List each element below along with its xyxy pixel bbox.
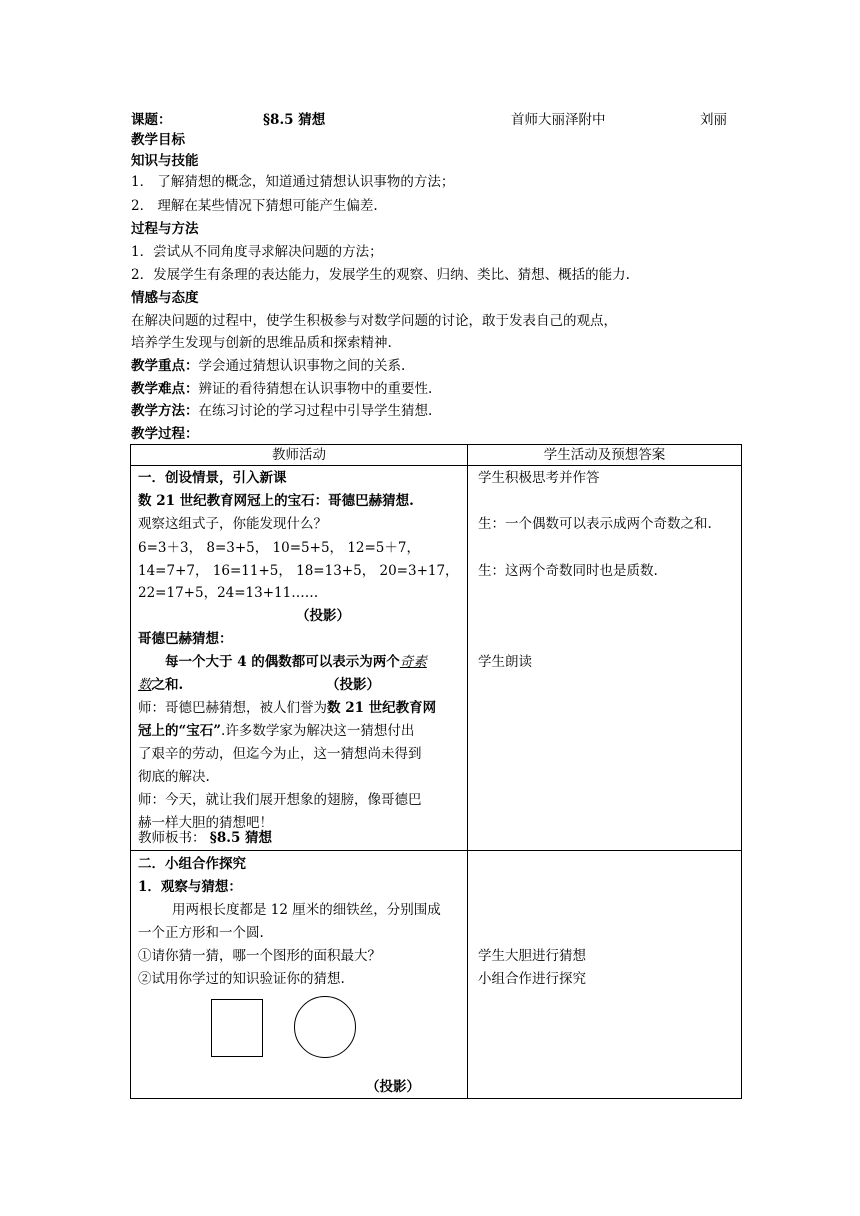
conjecture-text: 每一个大于 4 的偶数都可以表示为两个 (165, 654, 400, 670)
projection-note: （投影） (366, 1079, 420, 1095)
process-heading: 过程与方法 (131, 221, 199, 237)
student-answer: 生：一个偶数可以表示成两个奇数之和. (478, 516, 712, 532)
lesson-table (130, 444, 742, 1099)
teacher-speech (138, 698, 436, 718)
conjecture-statement-cont (138, 675, 183, 695)
section-title: 二．小组合作探究 (138, 856, 246, 872)
knowledge-item: 1． 了解猜想的概念，知道通过猜想认识事物的方法； (131, 174, 455, 190)
question-item: ①请你猜一猜，哪一个图形的面积最大？ (138, 948, 381, 964)
table-row (131, 466, 742, 851)
equation-line: 6=3＋3， 8=3+5， 10=5+5， 12=5＋7， (138, 540, 420, 556)
conjecture-text: 之和. (151, 677, 184, 693)
equation-line: 22=17+5，24=13+11…… (138, 585, 319, 601)
key-point-text: 学会通过猜想认识事物之间的关系. (198, 358, 406, 374)
square-figure (211, 999, 263, 1057)
subsection-title: 1．观察与猜想： (138, 879, 242, 895)
column-header-teacher: 教师活动 (131, 445, 468, 466)
teacher-name: 刘丽 (700, 112, 727, 128)
teacher-speech: 师：今天，就让我们展开想象的翅膀，像哥德巴 (138, 792, 422, 808)
teacher-speech: 赫一样大胆的猜想吧！ (138, 815, 273, 831)
student-activity: 小组合作进行探究 (478, 971, 586, 987)
student-activity: 学生大胆进行猜想 (478, 948, 586, 964)
student-cell (468, 466, 742, 851)
emotion-line: 在解决问题的过程中，使学生积极参与对数学问题的讨论，敢于发表自己的观点， (131, 313, 617, 329)
conjecture-statement (165, 652, 427, 672)
knowledge-heading: 知识与技能 (131, 153, 199, 169)
speech-text: .许多数学家为解决这一猜想付出 (221, 723, 415, 739)
emotion-line: 培养学生发现与创新的思维品质和探索精神. (131, 335, 392, 351)
projection-note: （投影） (326, 677, 380, 693)
difficulty-text: 辨证的看待猜想在认识事物中的重要性. (198, 381, 433, 397)
section-title: 一．创设情景，引入新课 (138, 470, 287, 486)
method-text: 在练习讨论的学习过程中引导学生猜想. (198, 403, 433, 419)
circle-figure (294, 996, 356, 1058)
equation-line: 14=7+7， 16=11+5， 18=13+5， 20=3+17， (138, 563, 459, 579)
teacher-speech: 彻底的解决. (138, 769, 210, 785)
subtitle: 数 21 世纪教育网冠上的宝石：哥德巴赫猜想. (138, 493, 414, 509)
student-activity: 学生朗读 (478, 654, 532, 670)
column-header-student: 学生活动及预想答案 (468, 445, 742, 466)
lesson-title: §8.5 猜想 (263, 112, 326, 128)
school-name: 首师大丽泽附中 (511, 112, 606, 128)
speech-emphasis: 数 21 世纪教育网 (327, 700, 437, 716)
underlined-term: 数 (138, 677, 152, 693)
teacher-speech (138, 721, 414, 741)
process-item: 1．尝试从不同角度寻求解决问题的方法； (131, 244, 383, 260)
knowledge-item: 2． 理解在某些情况下猜想可能产生偏差. (131, 198, 378, 214)
emotion-heading: 情感与态度 (131, 290, 199, 306)
problem-text: 一个正方形和一个圆. (138, 925, 264, 941)
conjecture-heading: 哥德巴赫猜想： (138, 631, 233, 647)
student-activity: 学生积极思考并作答 (478, 470, 600, 486)
prompt-text: 观察这组式子，你能发现什么？ (138, 516, 327, 532)
topic-label: 课题： (131, 112, 172, 128)
process-label: 教学过程： (131, 426, 199, 442)
teacher-cell (131, 466, 468, 851)
method-label: 教学方法： (131, 403, 199, 419)
question-item: ②试用你学过的知识验证你的猜想. (138, 971, 345, 987)
speech-text: 师：哥德巴赫猜想，被人们誉为 (138, 700, 327, 716)
key-point (131, 356, 405, 376)
table-header-row (131, 445, 742, 466)
student-cell (468, 851, 742, 1099)
projection-note: （投影） (296, 608, 350, 624)
problem-text: 用两根长度都是 12 厘米的细铁丝，分别围成 (172, 902, 441, 918)
difficulty-label: 教学难点： (131, 381, 199, 397)
difficulty-point (131, 379, 432, 399)
teacher-cell (131, 851, 468, 1099)
objectives-heading: 教学目标 (131, 132, 185, 148)
teacher-speech: 了艰辛的劳动，但迄今为止，这一猜想尚未得到 (138, 746, 422, 762)
process-item: 2．发展学生有条理的表达能力，发展学生的观察、归纳、类比、猜想、概括的能力. (131, 267, 630, 283)
teaching-method (131, 401, 432, 421)
underlined-term: 奇素 (399, 654, 427, 670)
blackboard-title: §8.5 猜想 (209, 830, 273, 846)
blackboard-note (138, 828, 272, 848)
key-point-label: 教学重点： (131, 358, 199, 374)
blackboard-label: 教师板书： (138, 830, 206, 846)
table-row (131, 851, 742, 1099)
lesson-header (131, 108, 741, 128)
speech-emphasis: 冠上的“宝石” (138, 723, 222, 739)
student-answer: 生：这两个奇数同时也是质数. (478, 563, 658, 579)
